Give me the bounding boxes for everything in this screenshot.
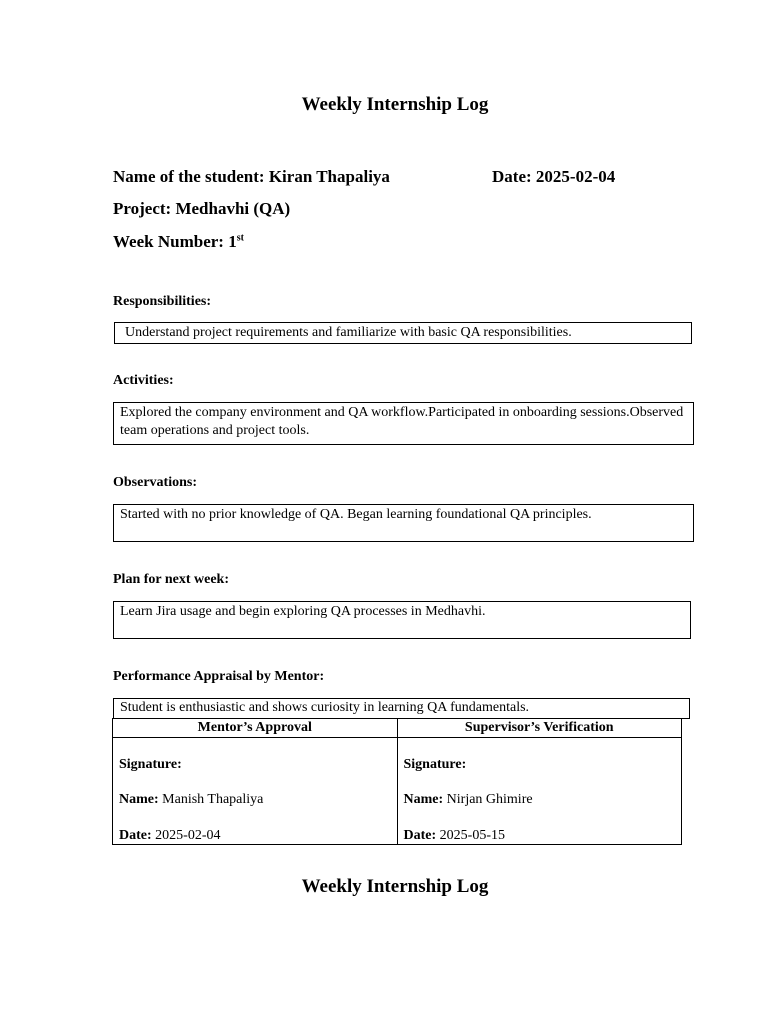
mentor-name-line <box>119 792 263 808</box>
week-number-line <box>113 232 244 252</box>
mentor-signature-label: Signature: <box>119 757 182 772</box>
supervisor-signature-label: Signature: <box>403 757 467 772</box>
supervisor-name-label: Name: <box>403 792 444 807</box>
activities-label: Activities: <box>113 373 174 388</box>
appraisal-box: Student is enthusiastic and shows curiosity in learning QA fundamentals. <box>113 698 690 719</box>
supervisor-name-value: Nirjan Ghimire <box>446 792 533 807</box>
appraisal-label: Performance Appraisal by Mentor: <box>113 669 325 684</box>
week-number-suffix: st <box>236 232 244 244</box>
mentor-approval-heading: Mentor’s Approval <box>113 719 398 738</box>
week-number-label: Week Number: <box>113 232 224 251</box>
project-value: Medhavhi (QA) <box>175 199 291 218</box>
plan-label: Plan for next week: <box>113 572 229 587</box>
supervisor-verification-heading: Supervisor’s Verification <box>397 719 682 738</box>
student-name-label: Name of the student: <box>113 167 265 186</box>
student-name-value: Kiran Thapaliya <box>268 167 390 186</box>
approval-table <box>112 718 682 845</box>
mentor-date-value: 2025-02-04 <box>155 828 221 843</box>
mentor-date-label: Date: <box>119 828 152 843</box>
mentor-name-label: Name: <box>119 792 159 807</box>
supervisor-date-line <box>404 828 505 844</box>
responsibilities-label: Responsibilities: <box>113 294 212 309</box>
supervisor-date-label: Date: <box>403 828 437 843</box>
observations-box: Started with no prior knowledge of QA. Began learning foundational QA principles. <box>113 504 694 542</box>
responsibilities-box: Understand project requirements and familiarize with basic QA responsibilities. <box>114 322 692 344</box>
mentor-date-line <box>119 828 220 844</box>
student-name-line <box>113 167 390 187</box>
log-date-line <box>492 167 615 187</box>
project-line <box>113 199 290 219</box>
project-label: Project: <box>113 199 172 218</box>
supervisor-name-line <box>404 792 533 808</box>
week-number-value: 1 <box>228 232 237 251</box>
next-page-title: Weekly Internship Log <box>301 876 489 897</box>
observations-label: Observations: <box>113 475 197 490</box>
activities-box: Explored the company environment and QA workflow.Participated in onboarding sessions.Observed team operations and project tools. <box>113 402 694 445</box>
mentor-name-value: Manish Thapaliya <box>162 792 264 807</box>
supervisor-date-value: 2025-05-15 <box>439 828 505 843</box>
page-title: Weekly Internship Log <box>301 94 489 115</box>
mentor-approval-cell <box>113 738 398 845</box>
log-date-label: Date: <box>492 167 532 186</box>
plan-box: Learn Jira usage and begin exploring QA processes in Medhavhi. <box>113 601 691 639</box>
log-date-value: 2025-02-04 <box>535 167 616 186</box>
supervisor-verification-cell <box>397 738 682 845</box>
